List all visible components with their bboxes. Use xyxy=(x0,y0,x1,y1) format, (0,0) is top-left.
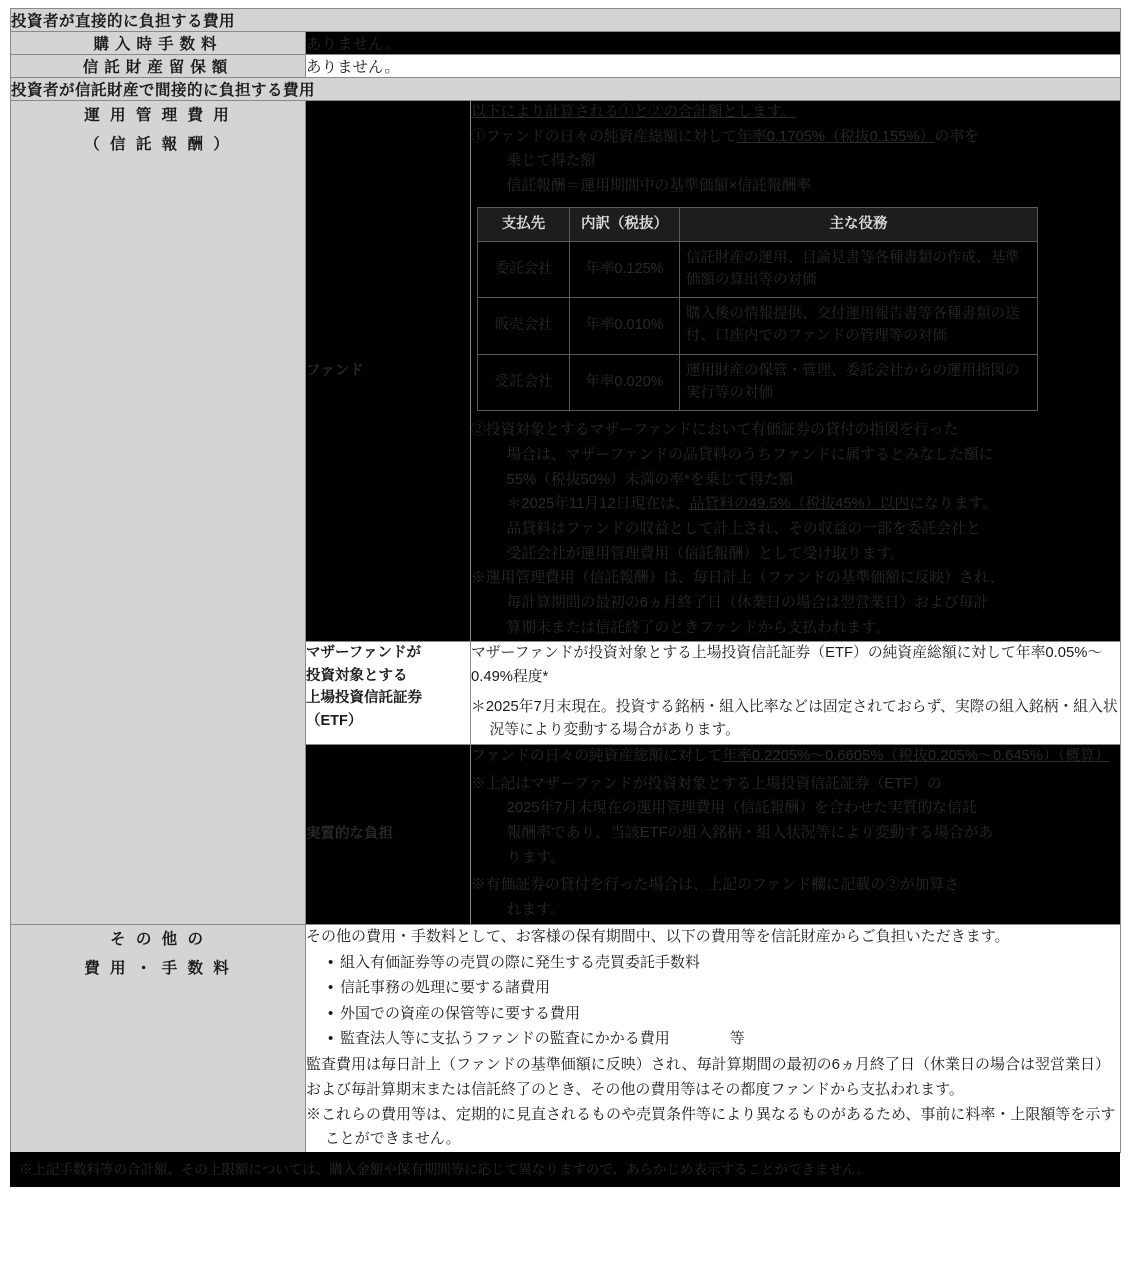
actual-note-line4: ります。 xyxy=(506,849,565,866)
etf-sublabel-line3: 上場投資信託証券 xyxy=(306,690,422,707)
actual-content xyxy=(471,745,1121,925)
actual-note-line3: 報酬率であり、当該ETFの組入銘柄・組入状況等により変動する場合があ xyxy=(506,825,994,842)
purchase-fee-value: ありません。 xyxy=(306,32,1121,55)
payee-header-duty: 主な役務 xyxy=(680,207,1038,241)
other-fees-label-line2: 費 用 ・ 手 数 料 xyxy=(84,960,232,978)
etf-content xyxy=(471,642,1121,745)
payee-duty: 信託財産の運用、目論見書等各種書類の作成、基準価額の算出等の対価 xyxy=(680,241,1038,298)
payee-name: 委託会社 xyxy=(478,241,570,298)
actual-note-line1: ※上記はマザーファンドが投資対象とする上場投資信託証券（ETF）の xyxy=(471,775,942,792)
retention-fee-value: ありません。 xyxy=(306,55,1121,78)
payee-row xyxy=(478,298,1038,355)
other-fees-row xyxy=(11,924,1121,1153)
fund-content xyxy=(471,101,1121,642)
list-item: • 外国での資産の保管等に要する費用 xyxy=(328,1002,1120,1026)
direct-section-header-row xyxy=(11,9,1121,32)
payee-rate: 年率0.020% xyxy=(570,354,680,411)
list-item: • 監査法人等に支払うファンドの監査にかかる費用 等 xyxy=(328,1027,1120,1051)
fund-note2-line1: ②投資対象とするマザーファンドにおいて有価証券の貸付の指図を行った xyxy=(471,422,959,439)
actual-note-line2: 2025年7月末現在の運用管理費用（信託報酬）を合わせた実質的な信託 xyxy=(506,800,977,817)
other-fees-para2: ※これらの費用等は、定期的に見直されるものや売買条件等により異なるものがあるため、事前に料率・上限額等を示すことができません。 xyxy=(306,1105,1116,1148)
fund-note2-line4-b: になります。 xyxy=(909,496,997,513)
other-fees-label xyxy=(11,924,306,1153)
fund-line2 xyxy=(471,126,1120,150)
fund-line2-a: ①ファンドの日々の純資産総額に対して xyxy=(471,128,738,145)
payee-name: 受託会社 xyxy=(478,354,570,411)
actual-note2-line2: れます。 xyxy=(506,902,565,919)
fund-note3-line2: 毎計算期間の最初の6ヵ月終了日（休業日の場合は翌営業日）および毎計 xyxy=(506,595,989,612)
payee-rate: 年率0.125% xyxy=(570,241,680,298)
fund-note2-line6: 受託会社が運用管理費用（信託報酬）として受け取ります。 xyxy=(506,545,905,562)
direct-section-header: 投資者が直接的に負担する費用 xyxy=(11,9,1121,32)
retention-fee-row xyxy=(11,55,1121,78)
fee-table xyxy=(10,8,1121,1153)
actual-line1 xyxy=(471,745,1120,769)
etf-sublabel-line1: マザーファンドが xyxy=(306,645,421,662)
fund-line2-rate: 年率0.1705%（税抜0.155%） xyxy=(737,128,935,145)
fund-note3-line1: ※運用管理費用（信託報酬）は、毎日計上（ファンドの基準価額に反映）され、 xyxy=(471,570,1005,587)
other-fees-content xyxy=(306,924,1121,1153)
payee-rate: 年率0.010% xyxy=(570,298,680,355)
fund-line2-b: の率を xyxy=(934,128,979,145)
actual-line1-a: ファンドの日々の純資産総額に対して xyxy=(471,748,723,765)
payee-header-payee: 支払先 xyxy=(478,207,570,241)
fund-note2-line2: 場合は、マザーファンドの品貸料のうちファンドに属するとみなした額に xyxy=(506,447,994,464)
payee-breakdown-table xyxy=(477,207,1038,412)
other-fees-bullet-list xyxy=(306,951,1120,1051)
fund-sublabel: ファンド xyxy=(306,101,471,642)
actual-line1-u: 年率0.2205%〜0.6605%（税抜0.205%〜0.645%）（概算） xyxy=(722,748,1110,765)
etf-line1: マザーファンドが投資対象とする上場投資信託証券（ETF）の純資産総額に対して年率0.05%〜0.49%程度* xyxy=(471,645,1103,686)
actual-note2-line1: ※有価証券の貸付を行った場合は、上記のファンド欄に記載の②が加算さ xyxy=(471,877,960,894)
indirect-section-header: 投資者が信託財産で間接的に負担する費用 xyxy=(11,78,1121,101)
etf-line2: ＊2025年7月末現在。投資する銘柄・組入比率などは固定されておらず、実際の組入銘柄・組入状況等により変動する場合があります。 xyxy=(471,698,1118,739)
management-fee-label-line1: 運 用 管 理 費 用 xyxy=(84,107,232,124)
payee-row xyxy=(478,241,1038,298)
other-fees-label-line1: そ の 他 の xyxy=(110,930,206,948)
payee-name: 販売会社 xyxy=(478,298,570,355)
fund-line4: 信託報酬＝運用期間中の基準価額×信託報酬率 xyxy=(506,178,812,195)
etf-sublabel-line4: （ETF） xyxy=(306,712,363,729)
etf-sublabel xyxy=(306,642,471,745)
purchase-fee-row xyxy=(11,32,1121,55)
footnote: ※上記手数料等の合計額、その上限額については、購入金額や保有期間等に応じて異なりますので、あらかじめ表示することができません。 xyxy=(10,1152,1120,1187)
fund-note2-line5: 品貸料はファンドの収益として計上され、その収益の一部を委託会社と xyxy=(506,521,981,538)
other-fees-intro: その他の費用・手数料として、お客様の保有期間中、以下の費用等を信託財産からご負担いただきます。 xyxy=(306,927,1010,945)
management-fee-label xyxy=(11,101,306,925)
fund-line3: 乗じて得た額 xyxy=(506,153,596,170)
payee-header-rate: 内訳（税抜） xyxy=(570,207,680,241)
retention-fee-label: 信託財産留保額 xyxy=(11,55,306,78)
actual-sublabel: 実質的な負担 xyxy=(306,745,471,925)
other-fees-para1: 監査費用は毎日計上（ファンドの基準価額に反映）され、毎計算期間の最初の6ヵ月終了日（休業日の場合は翌営業日）および毎計算期末または信託終了のとき、その他の費用等はその都度ファンドから支払われます。 xyxy=(306,1056,1110,1098)
payee-duty: 購入後の情報提供、交付運用報告書等各種書類の送付、口座内でのファンドの管理等の対価 xyxy=(680,298,1038,355)
fund-line1: 以下により計算される①と②の合計額とします。 xyxy=(471,104,796,120)
fund-note3-line3: 算期末または信託終了のときファンドから支払われます。 xyxy=(506,619,890,636)
fund-note2-line3: 55%（税抜50%）未満の率*を乗じて得た額 xyxy=(506,471,794,488)
indirect-section-header-row xyxy=(11,78,1121,101)
management-fee-fund-row xyxy=(11,101,1121,642)
fund-note2-line4-u: 品貸料の49.5%（税抜45%）以内 xyxy=(689,496,910,513)
list-item: • 信託事務の処理に要する諸費用 xyxy=(328,976,1120,1000)
payee-row xyxy=(478,354,1038,411)
payee-duty: 運用財産の保管・管理、委託会社からの運用指図の実行等の対価 xyxy=(680,354,1038,411)
fund-note2-line4 xyxy=(471,493,1120,517)
list-item: • 組入有価証券等の売買の際に発生する売買委託手数料 xyxy=(328,951,1120,975)
etf-sublabel-line2: 投資対象とする xyxy=(306,667,408,684)
fund-note2-line4-a: ＊2025年11月12日現在は、 xyxy=(506,496,690,513)
purchase-fee-label: 購入時手数料 xyxy=(11,32,306,55)
payee-table-header-row xyxy=(478,207,1038,241)
management-fee-label-line2: （ 信 託 報 酬 ） xyxy=(84,136,232,154)
